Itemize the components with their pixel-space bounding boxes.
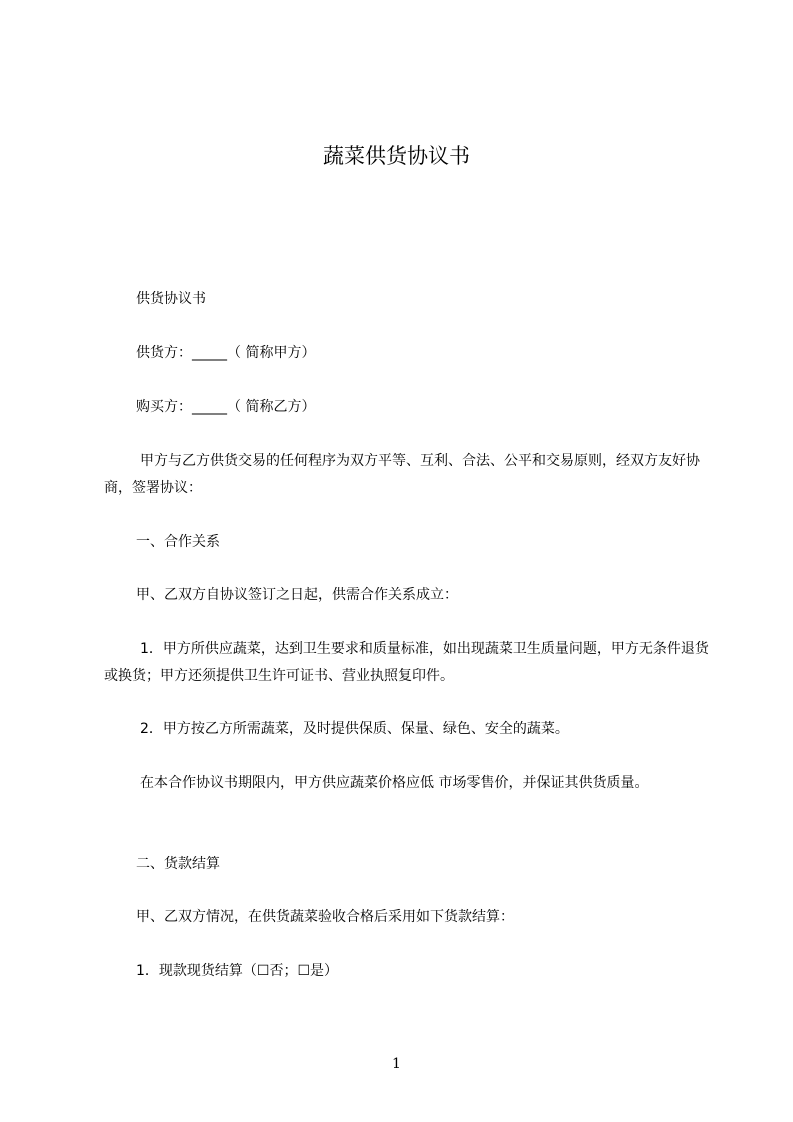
payment-intro: 甲、乙双方情况，在供货蔬菜验收合格后采用如下货款结算： [136,909,514,925]
clause-2: 2．甲方按乙方所需蔬菜，及时提供保质、保量、绿色、安全的蔬菜。 [140,721,569,737]
payment-option-1: 1．现款现货结算（☐否；☐是） [136,963,339,979]
section-heading-payment: 二、货款结算 [136,856,220,872]
buyer-line: 购买方：_____（ 简称乙方） [136,399,316,415]
clause-1: 1．甲方所供应蔬菜，达到卫生要求和质量标准，如出现蔬菜卫生质量问题，甲方无条件退货或换货；甲方还须提供卫生许可证书、营业执照复印件。 [104,641,709,684]
page-number: 1 [392,1056,401,1072]
cooperation-intro: 甲、乙双方自协议签订之日起，供需合作关系成立： [136,587,458,603]
supplier-line: 供货方：_____（ 简称甲方） [136,345,316,361]
document-title: 蔬菜供货协议书 [323,144,470,168]
paragraph-heading: 供货协议书 [136,291,206,307]
preamble-paragraph: 甲方与乙方供货交易的任何程序为双方平等、互利、合法、公平和交易原则，经双方友好协商，签署协议： [104,453,700,496]
section-heading-cooperation: 一、合作关系 [136,534,220,550]
price-clause: 在本合作协议书期限内，甲方供应蔬菜价格应低 市场零售价，并保证其供货质量。 [140,775,649,791]
